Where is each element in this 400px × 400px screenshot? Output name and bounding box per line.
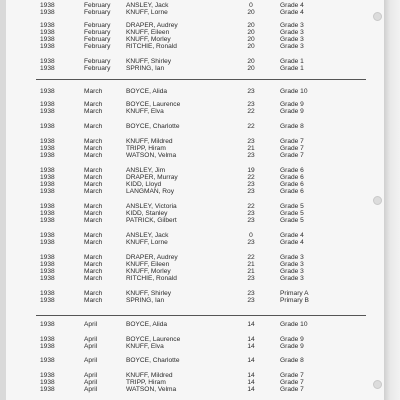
cell-year: 1938 (40, 379, 55, 386)
cell-name: SPRING, Ian (126, 297, 165, 304)
cell-name: DRAPER, Audrey (126, 22, 178, 29)
cell-grade: Grade 3 (280, 268, 304, 275)
cell-name: KNUFF, Shirley (126, 290, 172, 297)
cell-grade: Grade 5 (280, 210, 304, 217)
cell-grade: Grade 6 (280, 181, 304, 188)
cell-days: 14 (247, 372, 255, 379)
cell-grade: Grade 1 (280, 65, 304, 72)
cell-month: February (84, 65, 111, 72)
cell-month: April (84, 372, 98, 379)
table-row (6, 108, 384, 116)
cell-year: 1938 (40, 275, 55, 282)
cell-days: 23 (247, 188, 255, 195)
cell-days: 23 (247, 275, 255, 282)
cell-days: 20 (247, 22, 255, 29)
cell-name: KNUFF, Lorne (126, 9, 168, 16)
cell-name: WATSON, Velma (126, 152, 177, 159)
cell-days: 20 (247, 65, 255, 72)
cell-days: 0 (249, 232, 253, 239)
cell-year: 1938 (40, 210, 55, 217)
cell-name: TRIPP, Hiram (126, 379, 166, 386)
document-page (6, 0, 384, 400)
cell-year: 1938 (40, 123, 55, 130)
cell-year: 1938 (40, 88, 55, 95)
cell-year: 1938 (40, 145, 55, 152)
table-row (6, 88, 384, 96)
cell-days: 23 (247, 88, 255, 95)
cell-name: ANSLEY, Jim (126, 167, 166, 174)
cell-name: BOYCE, Charlotte (126, 357, 180, 364)
cell-name: BOYCE, Alida (126, 321, 168, 328)
cell-name: RITCHIE, Ronald (126, 275, 177, 282)
cell-grade: Grade 6 (280, 188, 304, 195)
cell-grade: Primary A (280, 290, 309, 297)
cell-grade: Grade 4 (280, 9, 304, 16)
cell-year: 1938 (40, 152, 55, 159)
table-row (6, 217, 384, 225)
cell-month: April (84, 343, 98, 350)
cell-year: 1938 (40, 386, 55, 393)
cell-name: WATSON, Velma (126, 386, 177, 393)
punch-hole (373, 380, 382, 389)
cell-year: 1938 (40, 232, 55, 239)
cell-month: March (84, 261, 103, 268)
cell-month: March (84, 239, 103, 246)
table-row (6, 297, 384, 305)
cell-month: February (84, 29, 111, 36)
cell-grade: Grade 3 (280, 43, 304, 50)
cell-year: 1938 (40, 254, 55, 261)
cell-month: March (84, 181, 103, 188)
cell-grade: Grade 8 (280, 357, 304, 364)
cell-days: 23 (247, 297, 255, 304)
table-row (6, 65, 384, 73)
table-row (6, 357, 384, 365)
page-edge (384, 0, 400, 400)
cell-month: March (84, 210, 103, 217)
cell-month: March (84, 138, 103, 145)
cell-name: KNUFF, Elva (126, 343, 164, 350)
cell-month: March (84, 123, 103, 130)
cell-month: March (84, 145, 103, 152)
cell-name: DRAPER, Audrey (126, 254, 178, 261)
cell-name: KNUFF, Shirley (126, 58, 172, 65)
cell-days: 20 (247, 29, 255, 36)
cell-year: 1938 (40, 101, 55, 108)
cell-year: 1938 (40, 174, 55, 181)
cell-grade: Grade 7 (280, 145, 304, 152)
cell-grade: Grade 3 (280, 36, 304, 43)
cell-month: March (84, 297, 103, 304)
cell-days: 23 (247, 101, 255, 108)
cell-name: RITCHIE, Ronald (126, 43, 177, 50)
cell-year: 1938 (40, 321, 55, 328)
cell-name: ANSLEY, Victoria (126, 203, 177, 210)
cell-year: 1938 (40, 290, 55, 297)
cell-month: April (84, 357, 98, 364)
cell-days: 23 (247, 210, 255, 217)
cell-days: 22 (247, 203, 255, 210)
cell-grade: Grade 9 (280, 336, 304, 343)
cell-month: March (84, 254, 103, 261)
cell-name: KIDD, Lloyd (126, 181, 162, 188)
cell-grade: Grade 1 (280, 58, 304, 65)
cell-days: 14 (247, 357, 255, 364)
cell-days: 21 (247, 145, 255, 152)
punch-hole (373, 12, 382, 21)
cell-name: BOYCE, Laurence (126, 336, 181, 343)
cell-name: KNUFF, Eileen (126, 261, 170, 268)
cell-month: February (84, 2, 111, 9)
cell-days: 23 (247, 239, 255, 246)
month-divider (36, 315, 366, 316)
cell-month: February (84, 22, 111, 29)
cell-grade: Grade 5 (280, 217, 304, 224)
cell-name: LANGMAN, Roy (126, 188, 174, 195)
cell-days: 20 (247, 9, 255, 16)
cell-month: April (84, 321, 98, 328)
table-row (6, 188, 384, 196)
cell-year: 1938 (40, 261, 55, 268)
cell-month: March (84, 174, 103, 181)
cell-name: BOYCE, Alida (126, 88, 168, 95)
cell-year: 1938 (40, 239, 55, 246)
cell-grade: Grade 3 (280, 275, 304, 282)
cell-grade: Grade 3 (280, 254, 304, 261)
cell-days: 19 (247, 167, 255, 174)
table-row (6, 343, 384, 351)
cell-days: 22 (247, 174, 255, 181)
cell-grade: Grade 4 (280, 2, 304, 9)
cell-year: 1938 (40, 167, 55, 174)
cell-year: 1938 (40, 22, 55, 29)
cell-year: 1938 (40, 357, 55, 364)
cell-month: March (84, 188, 103, 195)
cell-grade: Grade 6 (280, 167, 304, 174)
cell-grade: Grade 7 (280, 372, 304, 379)
cell-days: 23 (247, 181, 255, 188)
cell-month: April (84, 386, 98, 393)
cell-days: 14 (247, 336, 255, 343)
cell-days: 22 (247, 123, 255, 130)
cell-month: February (84, 9, 111, 16)
cell-days: 22 (247, 108, 255, 115)
month-divider (36, 79, 366, 80)
table-row (6, 275, 384, 283)
cell-days: 21 (247, 261, 255, 268)
cell-year: 1938 (40, 58, 55, 65)
cell-days: 14 (247, 379, 255, 386)
cell-name: BOYCE, Charlotte (126, 123, 180, 130)
table-row (6, 152, 384, 160)
table-row (6, 386, 384, 394)
cell-grade: Grade 9 (280, 343, 304, 350)
table-row (6, 9, 384, 17)
cell-name: ANSLEY, Jack (126, 2, 169, 9)
cell-year: 1938 (40, 108, 55, 115)
cell-grade: Grade 10 (280, 321, 308, 328)
cell-month: March (84, 167, 103, 174)
cell-name: KNUFF, Mildred (126, 372, 173, 379)
table-row (6, 123, 384, 131)
cell-month: March (84, 152, 103, 159)
cell-month: February (84, 58, 111, 65)
cell-grade: Grade 3 (280, 22, 304, 29)
cell-grade: Primary B (280, 297, 309, 304)
cell-grade: Grade 3 (280, 261, 304, 268)
cell-days: 23 (247, 290, 255, 297)
cell-days: 22 (247, 254, 255, 261)
cell-grade: Grade 3 (280, 29, 304, 36)
cell-month: March (84, 232, 103, 239)
cell-days: 20 (247, 36, 255, 43)
cell-days: 20 (247, 58, 255, 65)
cell-year: 1938 (40, 336, 55, 343)
cell-grade: Grade 6 (280, 174, 304, 181)
cell-name: SPRING, Ian (126, 65, 165, 72)
cell-month: March (84, 203, 103, 210)
cell-year: 1938 (40, 65, 55, 72)
cell-month: April (84, 379, 98, 386)
cell-days: 23 (247, 138, 255, 145)
cell-name: KNUFF, Eileen (126, 29, 170, 36)
cell-grade: Grade 7 (280, 386, 304, 393)
cell-name: KNUFF, Morley (126, 36, 171, 43)
cell-days: 23 (247, 152, 255, 159)
cell-days: 21 (247, 268, 255, 275)
cell-year: 1938 (40, 36, 55, 43)
cell-grade: Grade 5 (280, 203, 304, 210)
cell-name: KNUFF, Morley (126, 268, 171, 275)
cell-grade: Grade 10 (280, 88, 308, 95)
cell-grade: Grade 7 (280, 152, 304, 159)
cell-name: TRIPP, Hiram (126, 145, 166, 152)
table-row (6, 321, 384, 329)
cell-year: 1938 (40, 138, 55, 145)
cell-month: March (84, 217, 103, 224)
cell-year: 1938 (40, 29, 55, 36)
cell-year: 1938 (40, 268, 55, 275)
cell-name: KNUFF, Mildred (126, 138, 173, 145)
punch-hole (373, 196, 382, 205)
cell-grade: Grade 4 (280, 232, 304, 239)
cell-days: 20 (247, 43, 255, 50)
cell-month: March (84, 275, 103, 282)
cell-days: 14 (247, 386, 255, 393)
cell-year: 1938 (40, 188, 55, 195)
cell-month: March (84, 290, 103, 297)
cell-days: 14 (247, 343, 255, 350)
cell-days: 0 (249, 2, 253, 9)
cell-month: March (84, 101, 103, 108)
cell-year: 1938 (40, 43, 55, 50)
cell-name: PATRICK, Gilbert (126, 217, 177, 224)
cell-month: March (84, 88, 103, 95)
cell-name: KNUFF, Lorne (126, 239, 168, 246)
cell-year: 1938 (40, 372, 55, 379)
cell-year: 1938 (40, 297, 55, 304)
cell-year: 1938 (40, 9, 55, 16)
cell-month: March (84, 268, 103, 275)
cell-grade: Grade 9 (280, 108, 304, 115)
cell-grade: Grade 4 (280, 239, 304, 246)
cell-year: 1938 (40, 203, 55, 210)
cell-month: February (84, 36, 111, 43)
cell-year: 1938 (40, 217, 55, 224)
cell-month: April (84, 336, 98, 343)
table-row (6, 43, 384, 51)
cell-year: 1938 (40, 343, 55, 350)
cell-year: 1938 (40, 181, 55, 188)
cell-year: 1938 (40, 2, 55, 9)
cell-name: BOYCE, Laurence (126, 101, 181, 108)
cell-month: March (84, 108, 103, 115)
cell-grade: Grade 7 (280, 138, 304, 145)
cell-name: DRAPER, Murray (126, 174, 178, 181)
cell-name: KIDD, Stanley (126, 210, 168, 217)
cell-grade: Grade 8 (280, 123, 304, 130)
cell-month: February (84, 43, 111, 50)
table-row (6, 239, 384, 247)
cell-grade: Grade 9 (280, 101, 304, 108)
cell-name: ANSLEY, Jack (126, 232, 169, 239)
cell-name: KNUFF, Elva (126, 108, 164, 115)
cell-days: 14 (247, 321, 255, 328)
cell-grade: Grade 7 (280, 379, 304, 386)
cell-days: 23 (247, 217, 255, 224)
